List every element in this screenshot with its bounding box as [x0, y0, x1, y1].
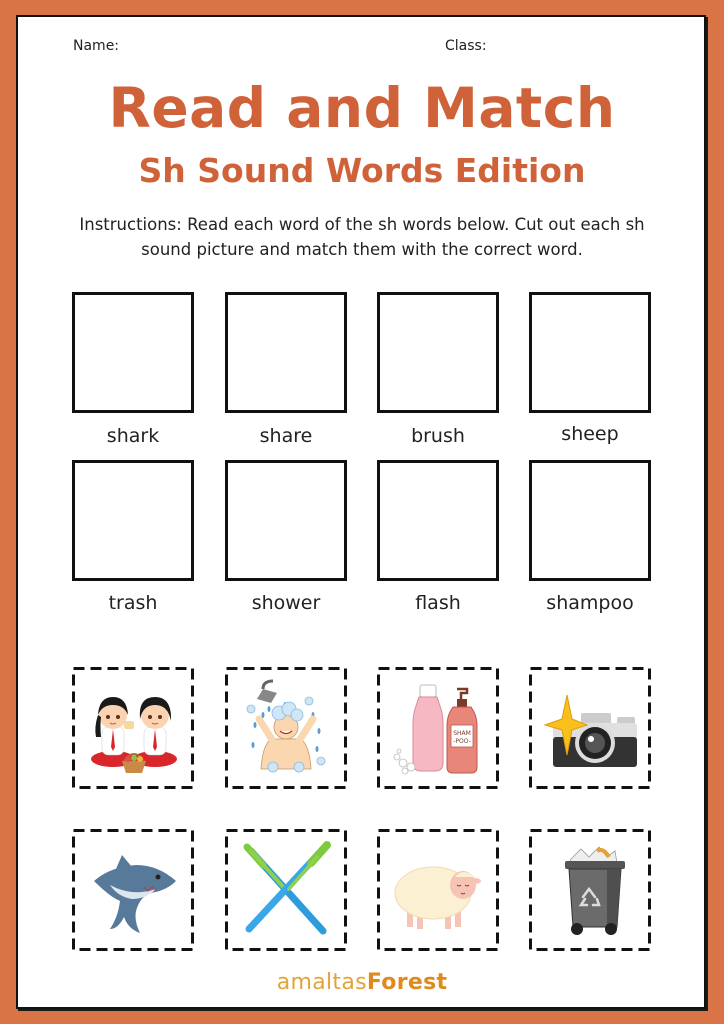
word-label: brush — [411, 425, 465, 447]
shampoo-icon — [385, 675, 491, 781]
svg-text:SHAM: SHAM — [453, 730, 471, 737]
answer-box-flash[interactable] — [377, 460, 499, 581]
picture-card-share[interactable] — [72, 667, 194, 789]
brush-icon — [233, 837, 339, 943]
instructions-text: Instructions: Read each word of the sh words below. Cut out each sh sound picture and match them with the correct word. — [79, 215, 645, 259]
word-label: flash — [415, 592, 461, 614]
picture-card-brush[interactable] — [225, 829, 347, 951]
share-icon — [80, 675, 186, 781]
brand-light: amaltas — [276, 970, 367, 995]
word-label: trash — [108, 592, 158, 614]
sheep-icon — [385, 837, 491, 943]
brand-bold: Forest — [366, 970, 448, 995]
svg-text:-POO-: -POO- — [453, 738, 471, 745]
class-label: Class: — [445, 38, 487, 54]
brand-footer — [0, 970, 724, 995]
word-label: sheep — [561, 423, 619, 445]
answer-box-shower[interactable] — [225, 460, 347, 581]
page-subtitle: Sh Sound Words Edition — [138, 151, 586, 190]
picture-card-sheep[interactable] — [377, 829, 499, 951]
picture-card-shampoo[interactable] — [377, 667, 499, 789]
answer-box-shampoo[interactable] — [529, 460, 651, 581]
shark-icon — [80, 837, 186, 943]
flash-icon — [537, 675, 643, 781]
picture-card-shower[interactable] — [225, 667, 347, 789]
word-label: shampoo — [546, 592, 634, 614]
word-label: share — [259, 425, 313, 447]
answer-box-shark[interactable] — [72, 292, 194, 413]
shower-icon — [233, 675, 339, 781]
answer-box-share[interactable] — [225, 292, 347, 413]
name-label: Name: — [73, 38, 120, 54]
trash-icon — [537, 837, 643, 943]
answer-box-trash[interactable] — [72, 460, 194, 581]
word-label: shark — [106, 425, 160, 447]
page-title: Read and Match — [108, 76, 616, 140]
answer-box-sheep[interactable] — [529, 292, 651, 413]
picture-card-trash[interactable] — [529, 829, 651, 951]
answer-box-brush[interactable] — [377, 292, 499, 413]
word-label: shower — [251, 592, 321, 614]
picture-card-shark[interactable] — [72, 829, 194, 951]
picture-card-flash[interactable] — [529, 667, 651, 789]
